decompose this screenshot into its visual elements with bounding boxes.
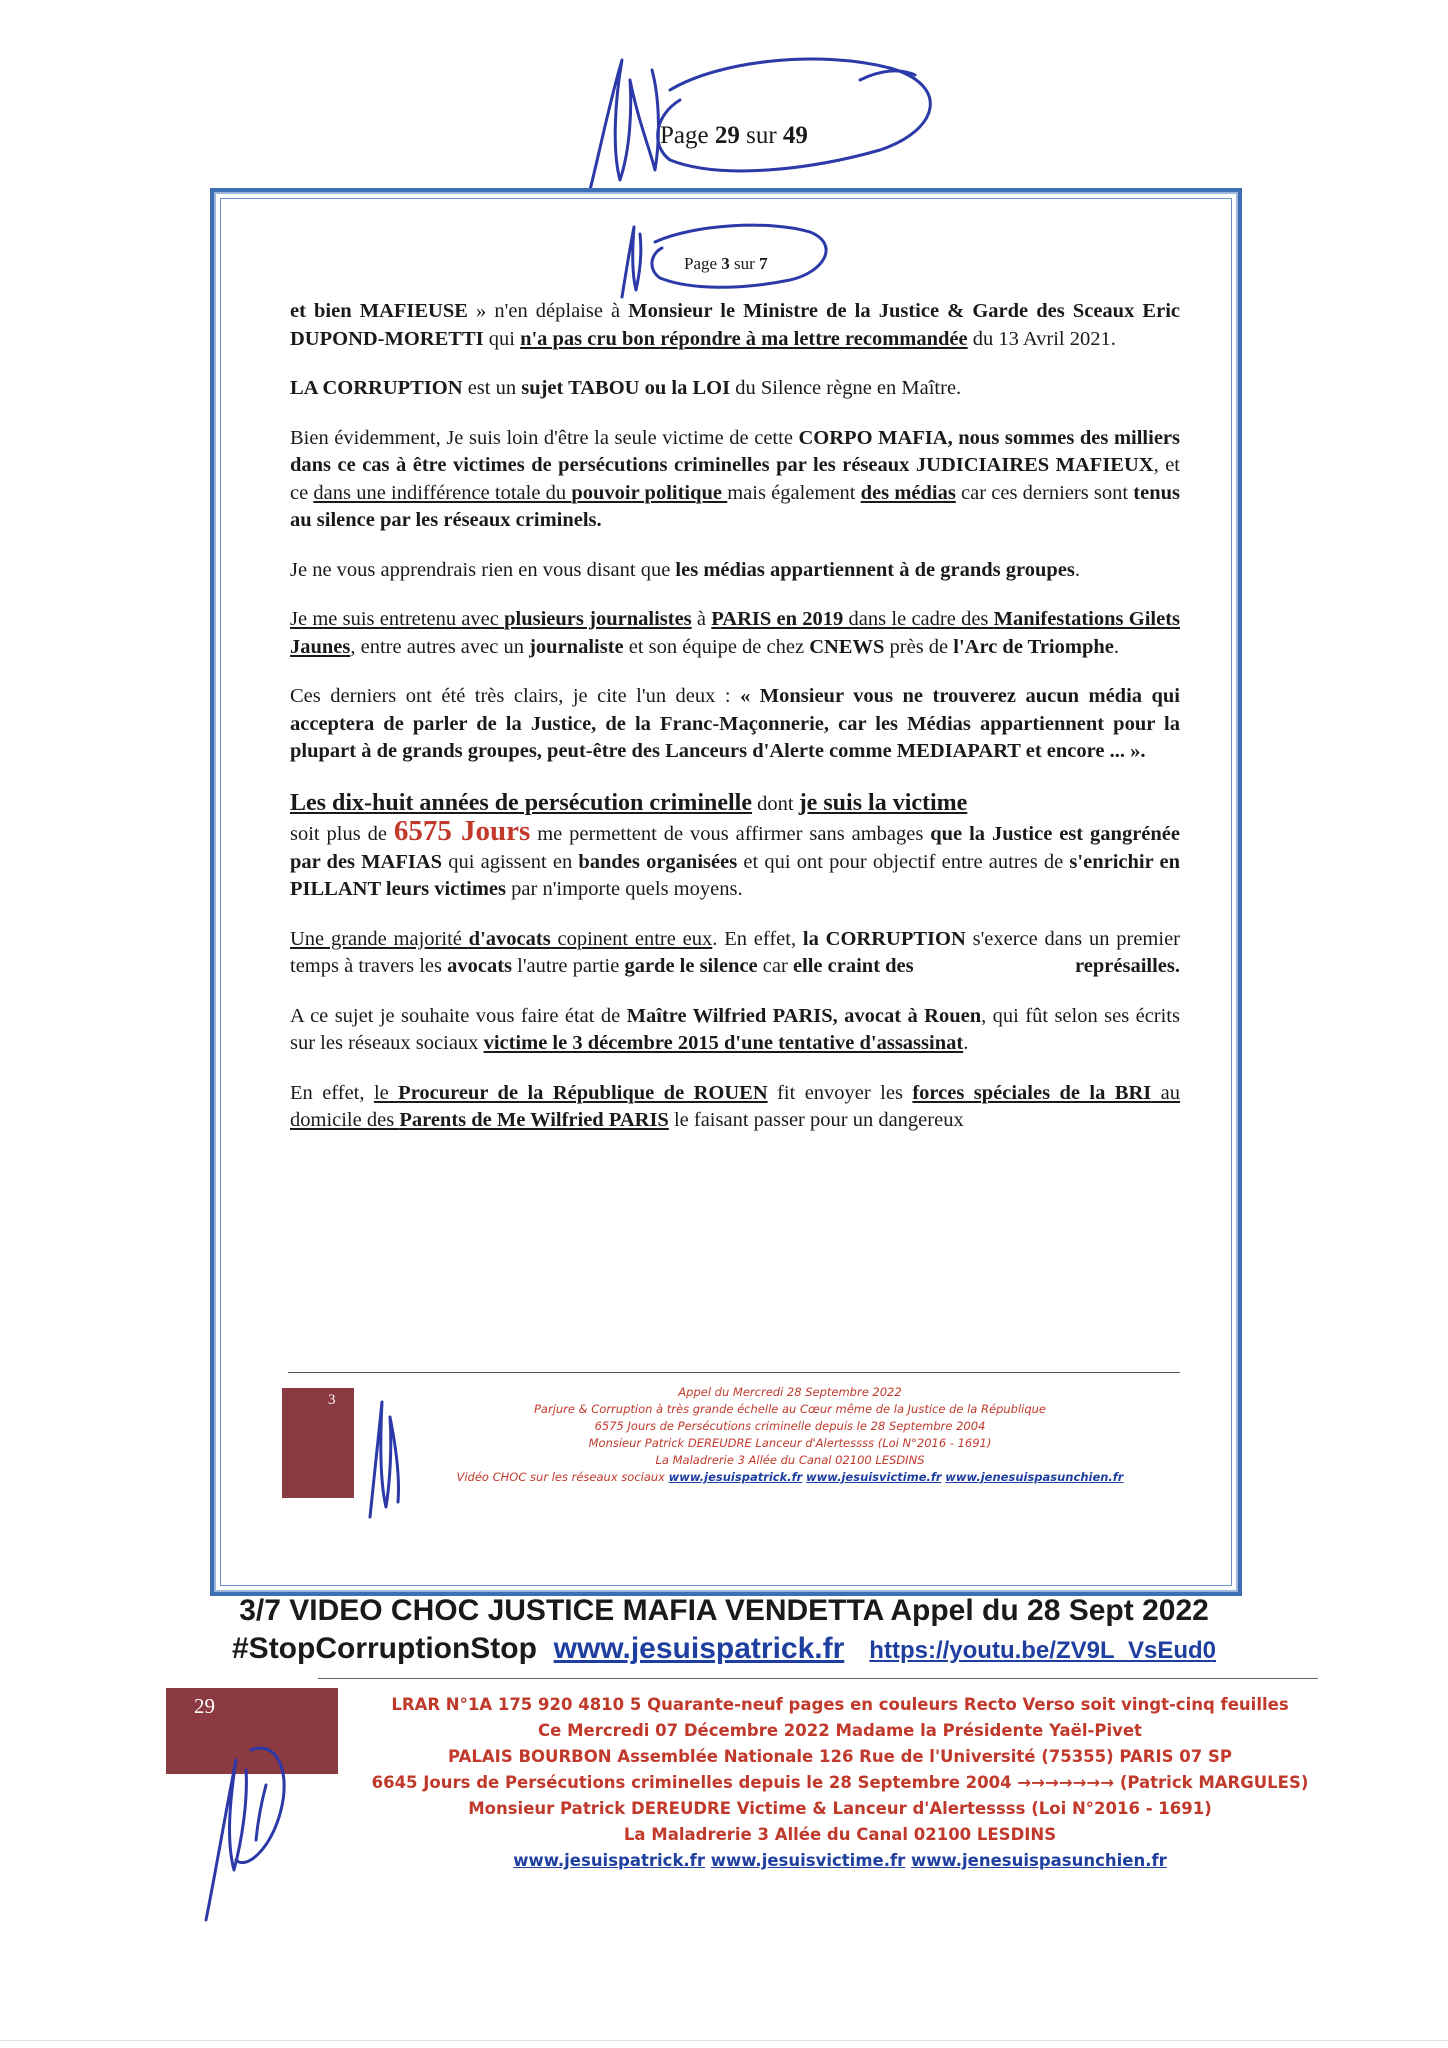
inner-page-counter: Page 3 sur 7 — [684, 254, 768, 273]
handwritten-signature-bottom — [196, 1700, 306, 1930]
footer-divider — [318, 1678, 1318, 1679]
footer-link-jenesuispasunchien[interactable]: www.jenesuispasunchien.fr — [911, 1851, 1167, 1870]
link-jesuispatrick[interactable]: www.jesuispatrick.fr — [668, 1470, 803, 1484]
paragraph-5: Je me suis entretenu avec plusieurs journalistes à PARIS en 2019 dans le cadre des Manifestations Gilets Jaunes, entre autres avec un journaliste et son équipe de chez CNEWS près de l'Arc de Triomphe. — [290, 608, 1180, 658]
page-bottom-edge — [0, 2040, 1448, 2041]
inner-page-number-block: 3 — [282, 1388, 354, 1498]
video-caption: 3/7 VIDEO CHOC JUSTICE MAFIA VENDETTA Appel du 28 Sept 2022 #StopCorruptionStop www.jesuispatrick.fr https://youtu.be/ZV9L_VsEud0 — [232, 1594, 1216, 1665]
footer-text: LRAR N°1A 175 920 4810 5 Quarante-neuf pages en couleurs Recto Verso soit vingt-cinq feuilles Ce Mercredi 07 Décembre 2022 Madame la Présidente Yaël-Pivet PALAIS BOURBON Assemblée Nationale 126 Rue de l'Université (75355) PARIS 07 SP 6645 Jours de Persécutions criminelles depuis le 28 Septembre 2004 →→→→→→→ (Patrick MARGULES) Monsieur Patrick DEREUDRE Victime & Lanceur d'Alertessss (Loi N°2016 - 1691) La Maladrerie 3 Allée du Canal 02100 LESDINS www.jesuispatrick.fr www.jesuisvictime.fr www.jenesuispasunchien.fr — [371, 1695, 1309, 1870]
paragraph-9: A ce sujet je souhaite vous faire état de Maître Wilfried PARIS, avocat à Rouen, qui fût selon ses écrits sur les réseaux sociaux victime le 3 décembre 2015 d'une tentative d'assassinat. — [290, 1004, 1180, 1054]
paragraph-7: Les dix-huit années de persécution criminelle dont je suis la victime soit plus de 6575 Jours me permettent de vous affirmer sans ambages que la Justice est gangrénée par des MAFIAS qui agissent en bandes organisées et qui ont pour objectif entre autres de s'enrichir en PILLANT leurs victimes par n'importe quels moyens. — [290, 789, 1180, 900]
inner-footer-text: Appel du Mercredi 28 Septembre 2022 Parjure & Corruption à très grande échelle au Cœur même de la Justice de la République 6575 Jours de Persécutions criminelle depuis le 28 Septembre 2004 Monsieur Patrick DEREUDRE Lanceur d'Alertessss (Loi N°2016 - 1691) La Maladrerie 3 Allée du Canal 02100 LESDINS Vidéo CHOC sur les réseaux sociaux www.jesuispatrick.fr www.jesuisvictime.fr www.jenesuispasunchien.fr — [456, 1385, 1124, 1484]
link-jenesuispasunchien[interactable]: www.jenesuispasunchien.fr — [945, 1470, 1124, 1484]
link-jesuisvictime[interactable]: www.jesuisvictime.fr — [805, 1470, 942, 1484]
page-number-block: 29 — [166, 1688, 338, 1774]
paragraph-3: Bien évidemment, Je suis loin d'être la seule victime de cette CORPO MAFIA, nous sommes des milliers dans ce cas à être victimes de persécutions criminelles par les réseaux JUDICIAIRES MAFIEUX, et ce dans une indifférence totale du pouvoir politique mais également des médias car ces derniers sont tenus au silence par les réseaux criminels. — [290, 426, 1181, 531]
outer-page-counter: Page 29 sur 49 — [660, 122, 808, 149]
inner-footer-divider — [288, 1372, 1180, 1373]
paragraph-1: et bien MAFIEUSE » n'en déplaise à Monsieur le Ministre de la Justice & Garde des Sceaux Eric DUPOND-MORETTI qui n'a pas cru bon répondre à ma lettre recommandée du 13 Avril 2021. — [290, 300, 1180, 350]
footer-link-jesuisvictime[interactable]: www.jesuisvictime.fr — [710, 1851, 906, 1870]
caption-site-link[interactable]: www.jesuispatrick.fr — [553, 1632, 845, 1665]
paragraph-10: En effet, le Procureur de la République de ROUEN fit envoyer les forces spéciales de la BRI au domicile des Parents de Me Wilfried PARIS le faisant passer pour un dangereux — [290, 1081, 1181, 1131]
caption-youtube-link[interactable]: https://youtu.be/ZV9L_VsEud0 — [869, 1637, 1216, 1664]
days-count: 6575 Jours — [393, 815, 531, 847]
footer-link-jesuispatrick[interactable]: www.jesuispatrick.fr — [513, 1851, 705, 1870]
letter-body — [290, 298, 1180, 1157]
paragraph-8: Une grande majorité d'avocats copinent entre eux. En effet, la CORRUPTION s'exerce dans un premier temps à travers les avocats l'autre partie garde le silence car elle craint des représailles. — [290, 927, 1180, 977]
paragraph-2: LA CORRUPTION est un sujet TABOU ou la LOI du Silence règne en Maître. — [290, 377, 962, 399]
paragraph-6: Ces derniers ont été très clairs, je cite l'un deux : « Monsieur vous ne trouverez aucun média qui acceptera de parler de la Justice, de la Franc-Maçonnerie, car les Médias appartiennent pour la plupart à de grands groupes, peut-être des Lanceurs d'Alerte comme MEDIAPART et encore ... ». — [290, 685, 1180, 762]
paragraph-4: Je ne vous apprendrais rien en vous disant que les médias appartiennent à de grands groupes. — [290, 558, 1080, 581]
